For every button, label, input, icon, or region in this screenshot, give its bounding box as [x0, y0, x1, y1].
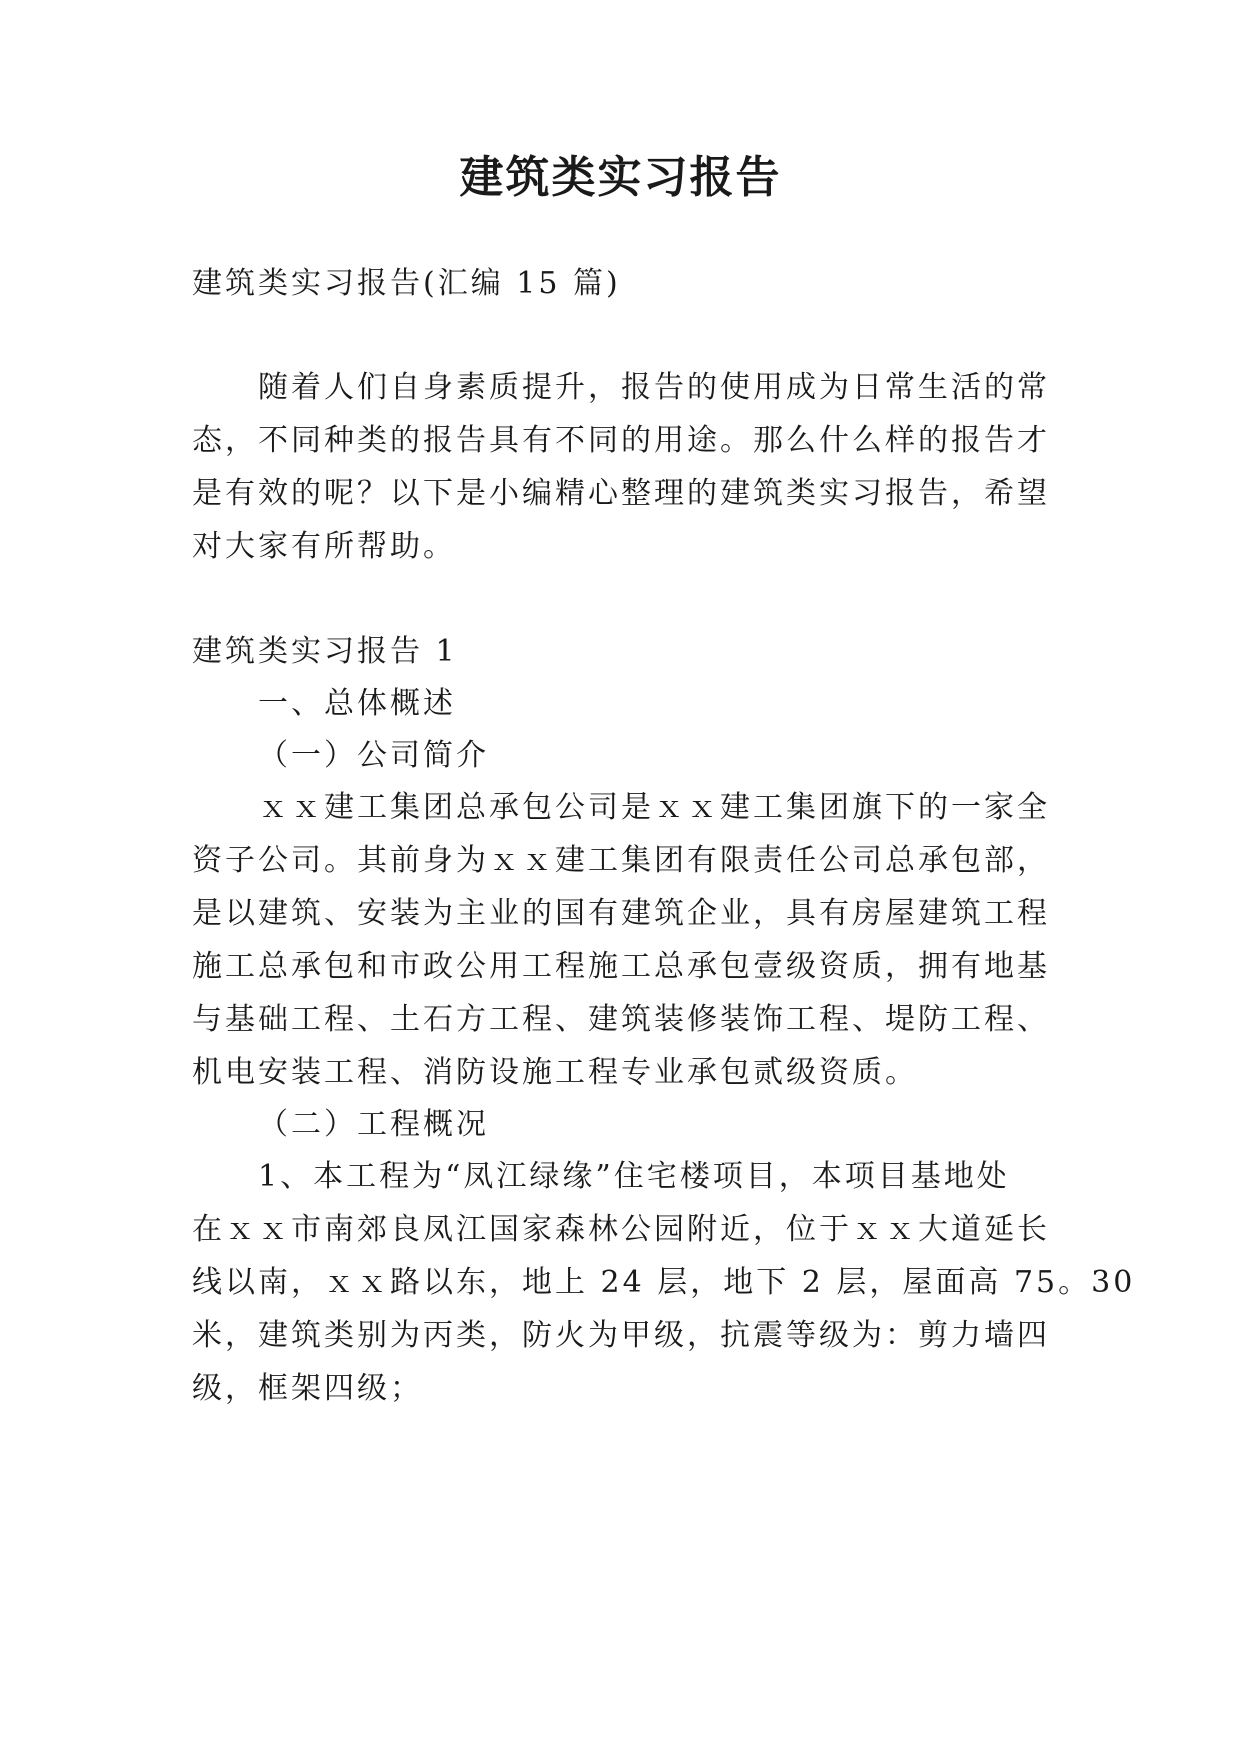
section-heading: 一、总体概述	[258, 686, 456, 721]
subsection-heading: （二）工程概况	[258, 1107, 489, 1142]
intro-line: 随着人们自身素质提升，报告的使用成为日常生活的常	[258, 370, 1050, 405]
document-subtitle: 建筑类实习报告(汇编 15 篇)	[192, 266, 621, 301]
company-intro-line: 资子公司。其前身为ｘｘ建工集团有限责任公司总承包部，	[192, 843, 1050, 878]
company-intro-line: 机电安装工程、消防设施工程专业承包贰级资质。	[192, 1055, 918, 1090]
company-intro-line: 是以建筑、安装为主业的国有建筑企业，具有房屋建筑工程	[192, 896, 1050, 931]
company-intro-line: ｘｘ建工集团总承包公司是ｘｘ建工集团旗下的一家全	[258, 790, 1050, 825]
subsection-heading: （一）公司简介	[258, 738, 489, 773]
document-title: 建筑类实习报告	[459, 152, 782, 203]
intro-line: 是有效的呢？以下是小编精心整理的建筑类实习报告，希望	[192, 476, 1050, 511]
report-heading: 建筑类实习报告 1	[192, 634, 458, 669]
intro-line: 态，不同种类的报告具有不同的用途。那么什么样的报告才	[192, 423, 1050, 458]
project-intro-line: 在ｘｘ市南郊良凤江国家森林公园附近，位于ｘｘ大道延长	[192, 1212, 1050, 1247]
intro-line: 对大家有所帮助。	[192, 529, 456, 564]
company-intro-line: 施工总承包和市政公用工程施工总承包壹级资质，拥有地基	[192, 949, 1050, 984]
project-intro-line: 级，框架四级；	[192, 1371, 423, 1406]
project-intro-line: 米，建筑类别为丙类，防火为甲级，抗震等级为：剪力墙四	[192, 1318, 1050, 1353]
company-intro-line: 与基础工程、土石方工程、建筑装修装饰工程、堤防工程、	[192, 1002, 1050, 1037]
project-intro-line: 线以南，ｘｘ路以东，地上 24 层，地下 2 层，屋面高 75。30	[192, 1265, 1136, 1300]
project-intro-line: 1、本工程为“凤江绿缘”住宅楼项目，本项目基地处	[258, 1159, 1010, 1194]
